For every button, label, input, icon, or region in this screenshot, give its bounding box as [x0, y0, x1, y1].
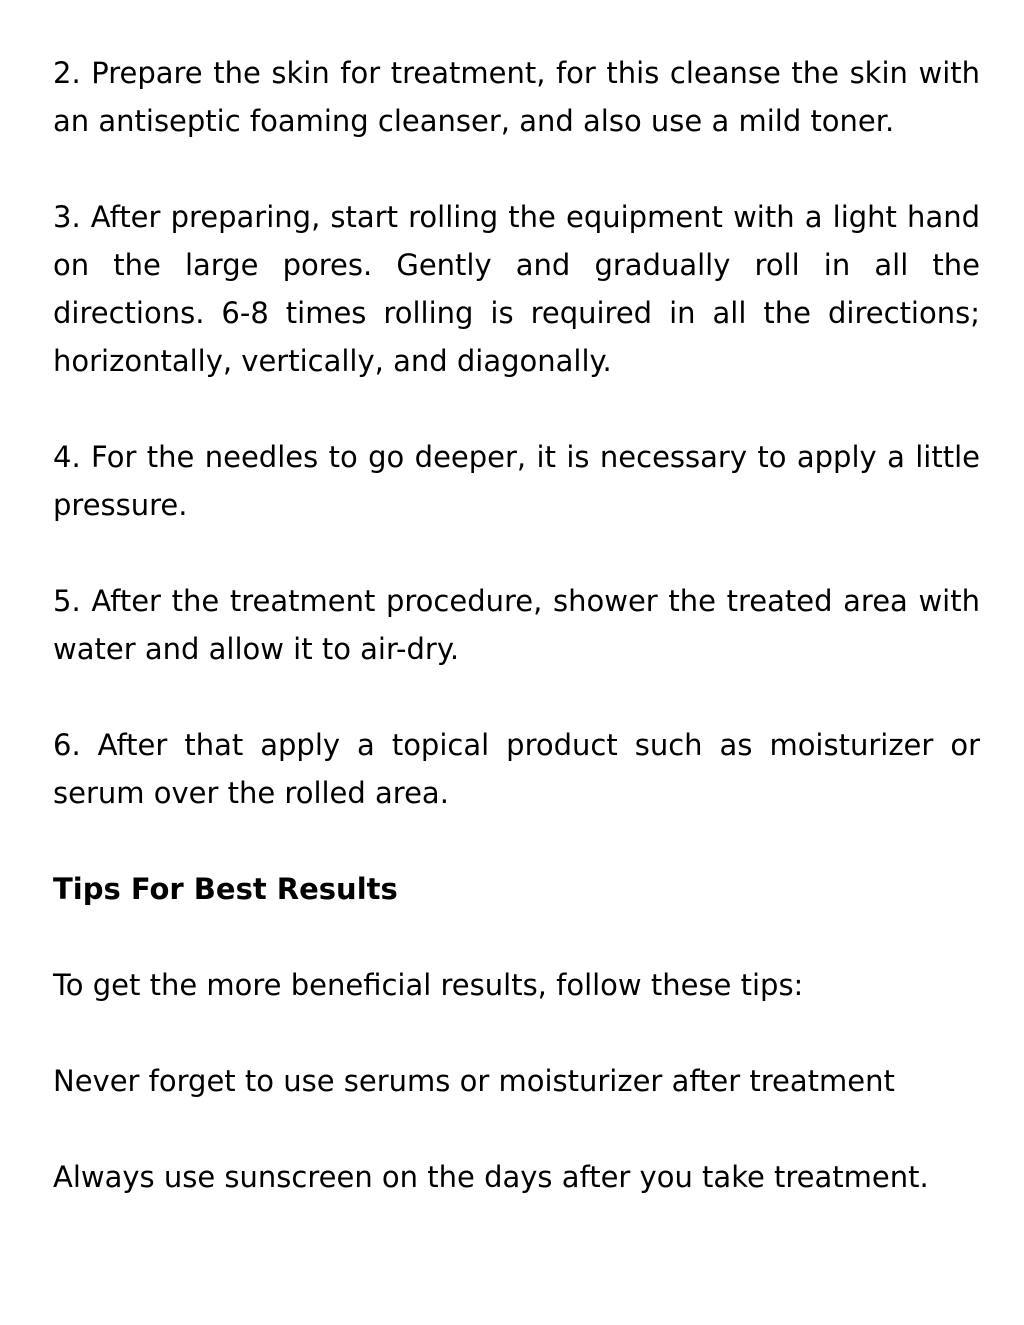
- tip-item: Always use sunscreen on the days after you take treatment.: [53, 1160, 929, 1194]
- tips-intro: To get the more beneficial results, follow these tips:: [53, 968, 804, 1002]
- step-4-paragraph: 4. For the needles to go deeper, it is necessary to apply a little pressure.: [53, 440, 980, 522]
- tip-item: Never forget to use serums or moisturizer after treatment: [53, 1064, 895, 1098]
- document-page: [53, 49, 980, 1249]
- step-2-paragraph: 2. Prepare the skin for treatment, for this cleanse the skin with an antiseptic foaming cleanser, and also use a mild toner.: [53, 56, 980, 138]
- step-5-paragraph: 5. After the treatment procedure, shower the treated area with water and allow it to air-dry.: [53, 584, 980, 666]
- step-3-paragraph: 3. After preparing, start rolling the equipment with a light hand on the large pores. Gently and gradually roll in all the directions. 6-8 times rolling is required in all the directions; horizontally, vertically, and diagonally.: [53, 200, 980, 378]
- tips-heading: Tips For Best Results: [53, 872, 398, 906]
- step-6-paragraph: 6. After that apply a topical product such as moisturizer or serum over the rolled area.: [53, 728, 980, 810]
